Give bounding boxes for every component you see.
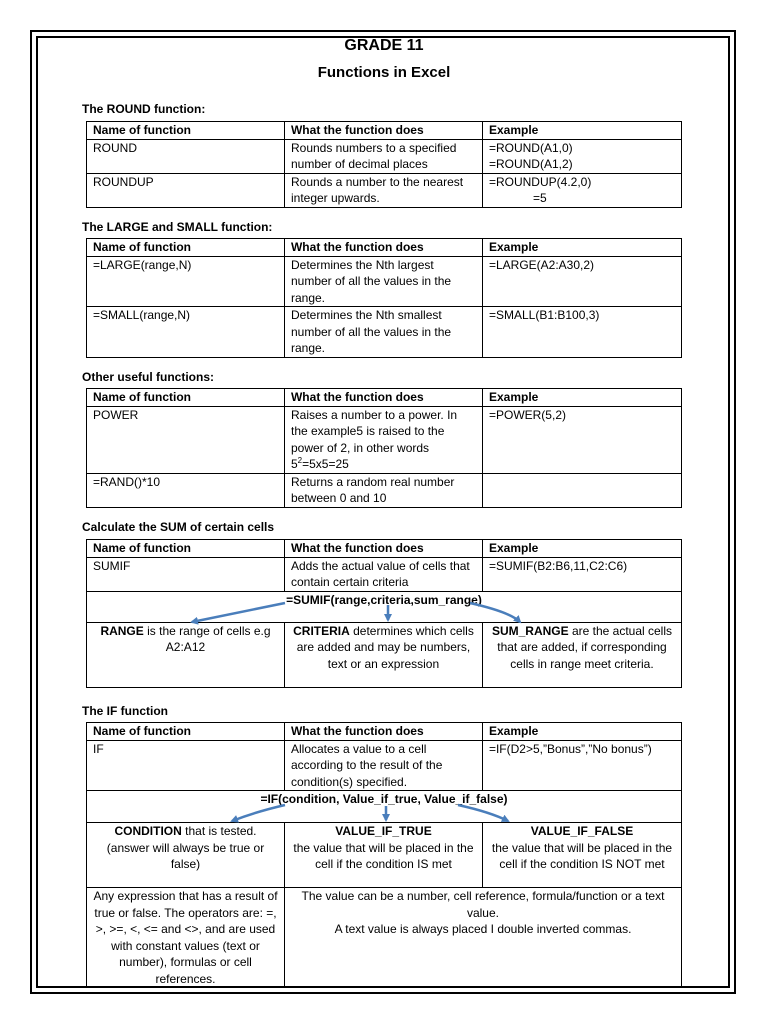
example-line: =ROUND(A1,0) [488,140,573,155]
table-row [87,256,682,307]
header-name: Name of function [87,239,285,257]
round-heading: The ROUND function: [82,102,206,116]
header-name: Name of function [87,122,285,140]
largesmall-table [86,238,682,358]
header-example: Example [482,122,681,140]
table-row [87,622,682,687]
sumif-table [86,539,682,688]
if-table [86,722,682,988]
table-header-row [87,239,682,257]
value-desc-1: The value can be a number, cell reference, formula/function or a text value. [301,889,665,920]
header-what: What the function does [284,540,482,558]
false-desc: the value that will be placed in the cell if the condition IS NOT met [491,840,673,871]
range-explanation [87,622,285,687]
table-row [87,307,682,358]
true-term: VALUE_IF_TRUE [335,824,432,838]
condition-term: CONDITION [114,824,182,838]
cell-example [482,473,681,507]
if-syntax: =IF(condition, Value_if_true, Value_if_false) [87,791,682,823]
sumif-syntax: =SUMIF(range,criteria,sum_range) [87,591,682,622]
power-desc-end: =5x5=25 [302,457,349,471]
cell-what: Allocates a value to a cell according to the result of the condition(s) specified. [284,740,482,791]
table-row [87,173,682,207]
header-name: Name of function [87,540,285,558]
other-heading: Other useful functions: [82,370,214,384]
table-header-row [87,389,682,407]
true-desc: the value that will be placed in the cell if the condition IS met [293,840,474,871]
header-what: What the function does [284,122,482,140]
example-line: =5 [532,191,547,205]
table-header-row [87,723,682,741]
cell-name: =RAND()*10 [87,473,285,507]
criteria-explanation [284,622,482,687]
cell-name: SUMIF [87,557,285,591]
syntax-row [87,791,682,823]
header-example: Example [482,540,681,558]
cell-example [482,173,681,207]
cell-what: Rounds a number to the nearest integer upwards. [284,173,482,207]
if-heading: The IF function [82,704,168,718]
cell-name: =LARGE(range,N) [87,256,285,307]
criteria-desc: determines which cells are added and may be numbers, text or an expression [296,623,474,671]
sumrange-explanation [482,622,681,687]
table-row [87,888,682,988]
table-row [87,406,682,473]
page-subtitle: Functions in Excel [317,64,451,81]
sumrange-term: SUM_RANGE [491,623,569,638]
header-name: Name of function [87,723,285,741]
cell-example [482,139,681,173]
power-exponent: 2 [297,456,303,465]
table-row [87,740,682,791]
cell-example: =SUMIF(B2:B6,11,C2:C6) [482,557,681,591]
table-header-row [87,540,682,558]
cell-name: ROUNDUP [87,173,285,207]
header-what: What the function does [284,389,482,407]
cell-what [284,406,482,473]
cell-what: Determines the Nth smallest number of all the values in the range. [284,307,482,358]
condition-desc: that is tested. (answer will always be true or false) [106,824,265,871]
header-name: Name of function [87,389,285,407]
table-row [87,139,682,173]
cell-example: =LARGE(A2:A30,2) [482,256,681,307]
table-row [87,557,682,591]
expression-explanation: Any expression that has a result of true or false. The operators are: =, >, >=, <, <= and <>, and are used with constant values (text or number), formulas or cell references. [87,888,285,988]
cell-example: =SMALL(B1:B100,3) [482,307,681,358]
condition-explanation [87,823,285,888]
header-what: What the function does [284,723,482,741]
criteria-term: CRITERIA [293,623,350,638]
cell-what: Determines the Nth largest number of all the values in the range. [284,256,482,307]
header-example: Example [482,723,681,741]
sumrange-desc: are the actual cells that are added, if corresponding cells in range meet criteria. [497,623,673,671]
largesmall-heading: The LARGE and SMALL function: [82,220,273,234]
value-explanation [284,888,681,988]
cell-what: Returns a random real number between 0 and 10 [284,473,482,507]
cell-name: ROUND [87,139,285,173]
cell-name: IF [87,740,285,791]
example-line: =ROUNDUP(4.2,0) [488,174,592,189]
false-term: VALUE_IF_FALSE [530,824,634,838]
range-term: RANGE [100,623,144,638]
table-header-row [87,122,682,140]
cell-what: Rounds numbers to a specified number of decimal places [284,139,482,173]
cell-example: =POWER(5,2) [482,406,681,473]
sumif-heading: Calculate the SUM of certain cells [82,520,275,534]
syntax-row [87,591,682,622]
cell-what: Adds the actual value of cells that contain certain criteria [284,557,482,591]
power-desc: Raises a number to a power. In the example5 is raised to the power of 2, in other words 5 [290,407,458,471]
cell-example: =IF(D2>5,”Bonus”,”No bonus”) [482,740,681,791]
cell-name: =SMALL(range,N) [87,307,285,358]
header-example: Example [482,389,681,407]
other-table [86,388,682,508]
example-line: =ROUND(A1,2) [488,157,573,171]
value-desc-2: A text value is always placed I double inverted commas. [334,922,632,936]
header-what: What the function does [284,239,482,257]
round-table [86,121,682,208]
table-row [87,473,682,507]
range-desc: is the range of cells e.g A2:A12 [143,623,271,654]
true-explanation [284,823,482,888]
page-title: GRADE 11 [344,37,424,54]
cell-name: POWER [87,406,285,473]
header-example: Example [482,239,681,257]
false-explanation [482,823,681,888]
table-row [87,823,682,888]
